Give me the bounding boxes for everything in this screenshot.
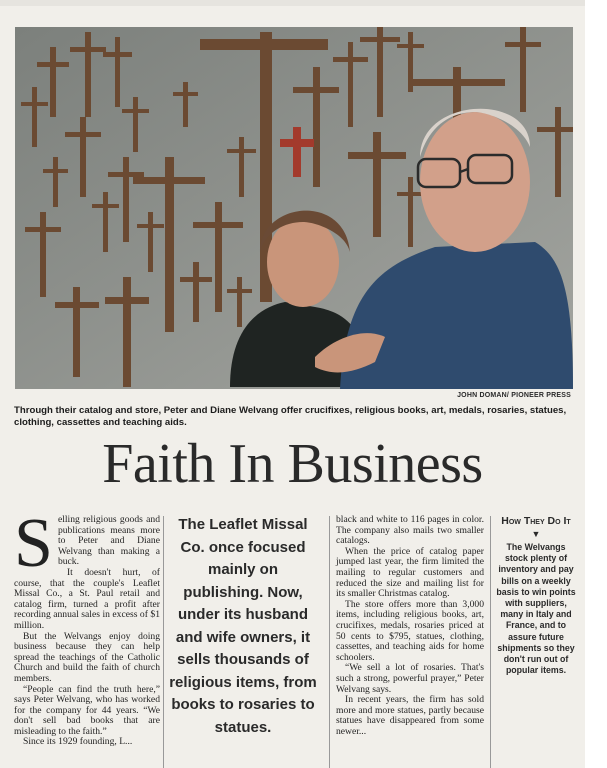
paragraph: “We sell a lot of rosaries. That's such a strong, powerful prayer,” Peter Welvang says. <box>336 662 484 695</box>
sidebar-box <box>496 514 576 676</box>
sidebar-title: How They Do It <box>501 515 571 527</box>
column-rule <box>490 516 491 768</box>
paragraph: It doesn't hurt, of course, that the couple's Leaflet Missal Co., a St. Paul retail and catalog firm, turned a profit after recording annual sales in excess of $1 million. <box>14 566 160 631</box>
column-rule <box>329 516 330 768</box>
pull-quote: The Leaflet Missal Co. once focused mainly on publishing. Now, under its husband and wife owners, it sells thousands of religious items, from books to rosaries to statues. <box>169 516 317 736</box>
paper-top-edge <box>0 0 607 6</box>
sidebar-text: The Welvangs stock plenty of inventory and pay bills on a weekly basis to win points with suppliers, many in Italy and France, and to assure future shipments so they don't run out of popular items. <box>496 542 576 676</box>
paragraph: But the Welvangs enjoy doing business because they can help spread the teachings of the Catholic Church and build the faith of church members. <box>14 630 160 684</box>
article-column-3 <box>336 515 484 737</box>
paper-right-margin <box>585 0 607 768</box>
photo-illustration <box>15 27 573 389</box>
paragraph: Since its 1929 founding, L... <box>23 736 133 748</box>
paragraph: elling religious goods and publications means more to Peter and Diane Welvang than making a buck. <box>57 514 160 568</box>
paragraph: In recent years, the firm has sold more and more statues, partly because statues have disappeared from some newer... <box>336 694 484 737</box>
drop-cap: S <box>14 505 53 582</box>
photo-credit: JOHN DOMAN/ PIONEER PRESS <box>457 392 571 399</box>
article-column-1 <box>14 505 160 748</box>
photo-welvangs-crucifix-wall <box>15 27 573 389</box>
article-headline: Faith In Business <box>102 433 483 495</box>
photo-caption: Through their catalog and store, Peter and Diane Welvang offer crucifixes, religious books, art, medals, rosaries, statues, clothing, cassettes and teaching aids. <box>14 405 567 428</box>
paragraph: The store offers more than 3,000 items, including religious books, art, crucifixes, medals, rosaries priced at 50 cents to $795, statues, clothing, cassettes, and teaching aids for home schoolers. <box>336 598 484 663</box>
paragraph: When the price of catalog paper jumped last year, the firm limited the mailing to regular customers and reduced the size and mailing list for its smaller Christmas catalog. <box>336 545 484 600</box>
paragraph: “People can find the truth here,” says Peter Welvang, who has worked for the company for 44 years. “We don't sell bad books that are misleading to the faith.” <box>14 683 160 737</box>
down-arrow-icon: ▼ <box>531 529 541 539</box>
column-rule <box>163 516 164 768</box>
paragraph: black and white to 116 pages in color. The company also mails two smaller catalogs. <box>336 514 484 547</box>
